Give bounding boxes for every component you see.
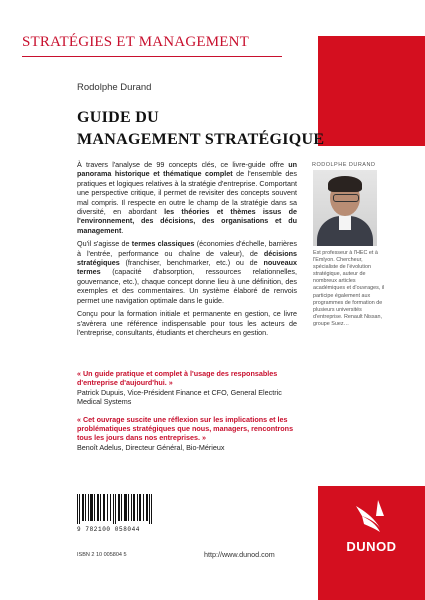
- barcode-number: 9 782100 058044: [77, 526, 141, 533]
- testimonials: [77, 369, 302, 460]
- publisher-url: http://www.dunod.com: [204, 550, 275, 559]
- book-title: [77, 107, 324, 151]
- quote-1-text: « Un guide pratique et complet à l'usage des responsables d'entreprise d'aujourd'hui. »: [77, 369, 278, 388]
- book-title-line1: GUIDE DU: [77, 109, 159, 126]
- quote-2-source: Benoît Adelus, Directeur Général, Bio-Mérieux: [77, 442, 225, 452]
- isbn: ISBN 2 10 005804 5: [77, 552, 127, 558]
- quote-2-text: « Cet ouvrage suscite une réflexion sur les implications et les problématiques stratégiques que nous, managers, rencontrons tous les jours dans nos entreprises. »: [77, 414, 294, 443]
- top-red-block: [318, 36, 425, 146]
- barcode: [77, 494, 152, 524]
- author-panel-label: RODOLPHE DURAND: [312, 162, 376, 168]
- book-title-line2: MANAGEMENT STRATÉGIQUE: [77, 131, 325, 148]
- author-bio: Est professeur à l'HEC et à l'Emlyon. Chercheur, spécialiste de l'évolution stratégique, auteur de nombreux articles académiques et d'ouvrages, il participe également aux programmes de formation de plusieurs universités d'entreprise. Renault Nissan, groupe Suez…: [313, 250, 385, 327]
- publisher-name: DUNOD: [346, 539, 397, 554]
- description-paragraph-1: À travers l'analyse de 99 concepts clés, ce livre-guide offre un panorama historique et thématique complet de l'ensemble des pratiques et logiques relatives à la stratégie d'entreprise. Comportant une perspective critique, il permet de revisiter des concepts souvent mal compris. Il respecte en outre le champ de la stratégie dans sa diversité, en abordant les théories et thèmes issus de l'environnement, des décisions, des organisations et du management.: [77, 160, 298, 235]
- series-title: STRATÉGIES ET MANAGEMENT: [22, 34, 250, 50]
- description-paragraph-2: Qu'il s'agisse de termes classiques (économies d'échelle, barrières à l'entrée, performance ou chaîne de valeur), de décisions stratégiques (franchiser, benchmarker, etc.) ou de nouveaux termes (capacité d'absorption, ressources relationnelles, gouvernance, etc.), chaque concept donne lieu à une définition, des exemples et des commentaires. Un système élaboré de renvois permet une navigation optimale dans le guide.: [77, 239, 297, 305]
- series-rule: [22, 56, 282, 57]
- description-paragraph-3: Conçu pour la formation initiale et permanente en gestion, ce livre s'avèrera une référence indispensable pour tous les acteurs de l'entreprise, consultants, étudiants et chercheurs en gestion.: [77, 309, 297, 337]
- book-author: Rodolphe Durand: [77, 82, 152, 93]
- quote-1-source: Patrick Dupuis, Vice-Président Finance et CFO, General Electric Medical Systems: [77, 387, 282, 407]
- author-photo: [313, 170, 377, 246]
- description: [77, 160, 297, 341]
